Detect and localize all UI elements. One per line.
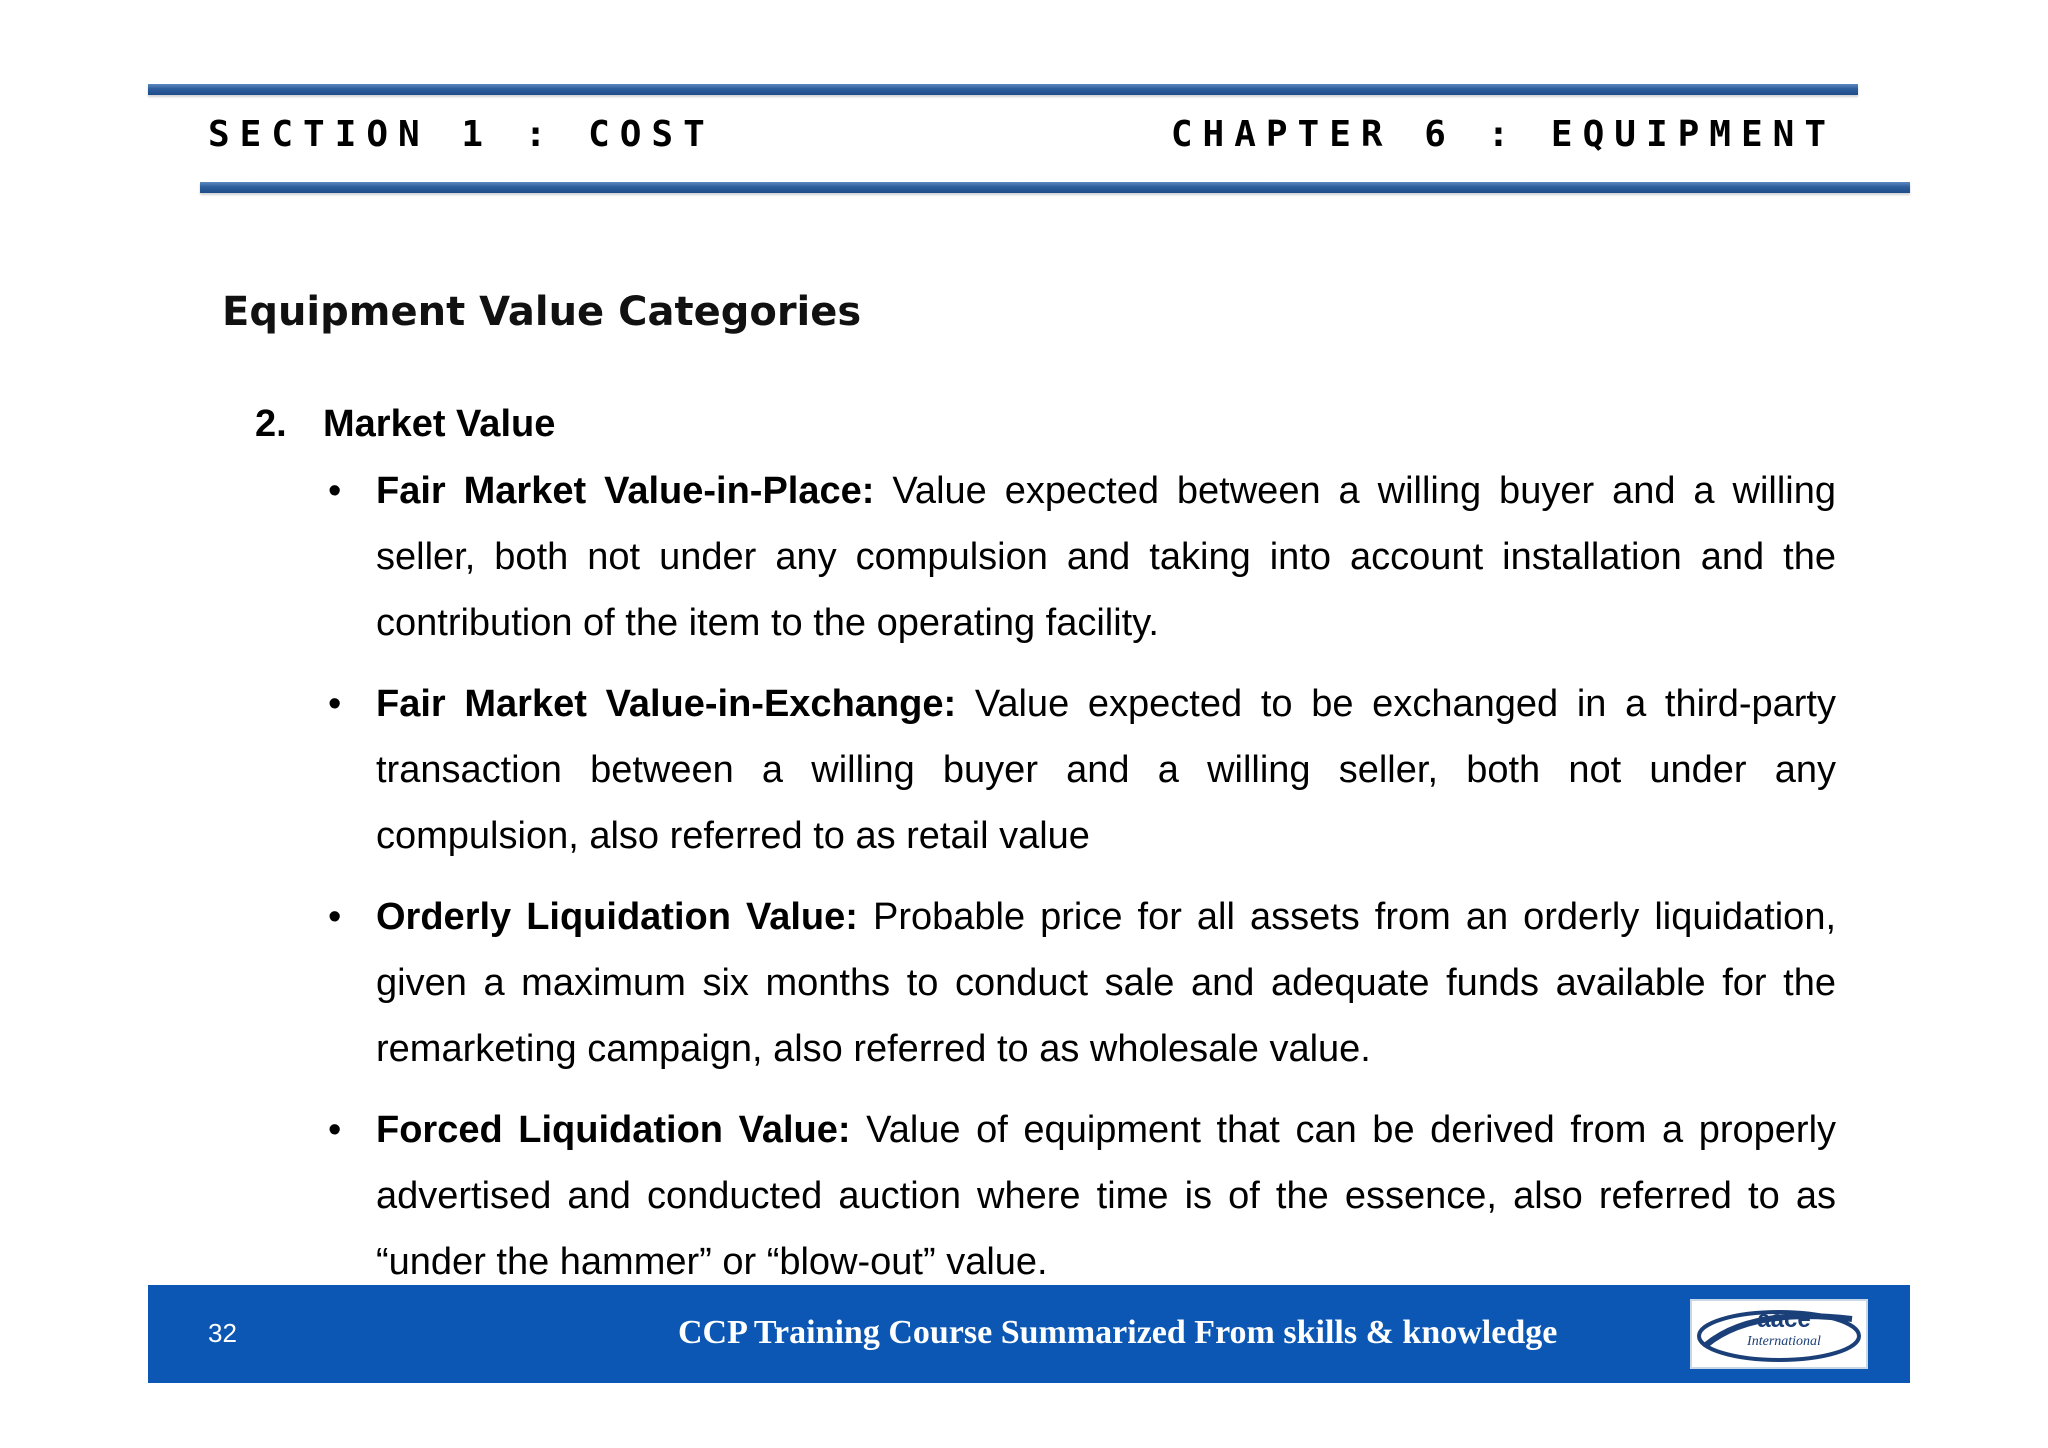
list-item [328,671,1836,869]
footer-bar [148,1285,1910,1383]
page-number: 32 [208,1318,237,1348]
list-item [328,884,1837,1082]
bullet-text: Value expected to be exchanged in a third-party transaction between a willing buyer and a willing seller, both not under any compulsion, also referred to as retail value [376,683,1836,857]
bullet-text: Probable price for all assets from an orderly liquidation, given a maximum six months to conduct sale and adequate funds available for the remarketing campaign, also referred to as wholesale value. [376,896,1837,1070]
aace-international-logo-icon [1690,1299,1868,1369]
list-item [328,1097,1837,1295]
bullet-term: Fair Market Value-in-Exchange: [376,683,957,725]
section-heading-text: Market Value [323,403,556,445]
slide-title: Equipment Value Categories [222,289,862,335]
logo-text: aace [1757,1306,1811,1333]
bullet-term: Fair Market Value-in-Place: [376,470,875,512]
bullet-icon: • [328,470,342,512]
bullet-term: Forced Liquidation Value: [376,1109,851,1151]
bullet-icon: • [328,896,342,938]
chapter-label: CHAPTER 6 : EQUIPMENT [1170,114,1836,155]
header-rule-bottom [200,182,1910,193]
section-number: 2. [255,403,287,445]
bullet-icon: • [328,683,342,725]
bullet-list [328,458,1837,1310]
bullet-term: Orderly Liquidation Value: [376,896,858,938]
header-rule-top [148,84,1858,95]
bullet-text: Value of equipment that can be derived from a properly advertised and conducted auction where time is of the essence, also referred to as “under the hammer” or “blow-out” value. [376,1109,1837,1283]
logo-subtext: International [1747,1334,1821,1349]
list-item [328,458,1836,656]
footer-course-text: CCP Training Course Summarized From skills & knowledge [678,1314,1558,1351]
bullet-icon: • [328,1109,342,1151]
logo-graphic [1692,1301,1866,1367]
section-label: SECTION 1 : COST [208,114,715,155]
section-heading [255,396,555,452]
bullet-text: Value expected between a willing buyer and a willing seller, both not under any compulsion and taking into account installation and the contribution of the item to the operating facility. [376,470,1836,644]
